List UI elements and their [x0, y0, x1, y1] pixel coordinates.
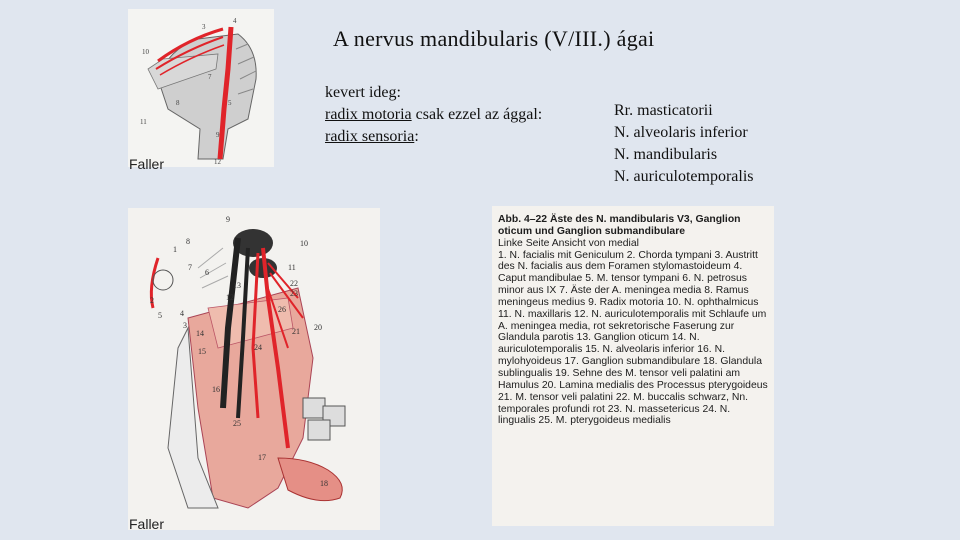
- mixed-nerve-description: [325, 82, 542, 148]
- bottom-anatomy-figure: [128, 208, 380, 530]
- radix-sensoria-label: radix sensoria: [325, 128, 415, 145]
- bottom-figure-label: 17: [258, 453, 266, 462]
- radix-motoria-line: [325, 104, 542, 126]
- bottom-figure-label: 7: [188, 263, 192, 272]
- image-credit-bottom: Faller: [129, 516, 165, 532]
- bottom-figure-label: 21: [292, 327, 300, 336]
- top-figure-label: 11: [140, 118, 147, 126]
- figure-caption: [492, 206, 774, 526]
- top-figure-label: 5: [228, 99, 232, 107]
- caption-body: 1. N. facialis mit Geniculum 2. Chorda tympani 3. Austritt des N. facialis aus dem Foramen stylomastoideum 4. Caput mandibulae 5. M. tensor tympani 6. N. petrosus minor aus IX 7. Äste der A. meningea media 8. Ramus meningeus medius 9. Radix motoria 10. N. ophthalmicus 11. N. maxillaris 12. N. auriculotemporalis mit Schlaufe um A. meningea media, rot sekretorische Faserung zur Glandula parotis 13. Ganglion oticum 14. N. auriculotemporalis 15. N. alveolaris inferior 16. N. mylohyoideus 17. Ganglion submandibulare 18. Glandula sublingualis 19. Sehne des M. tensor veli palatini am Hamulus 20. Lamina medialis des Processus pterygoideus 21. M. tensor veli palatini 22. M. buccalis schwarz, Nn. temporales profundi rot 23. N. massetericus 24. N. lingualis 25. M. pterygoideus medialis: [498, 249, 768, 427]
- branch-item: N. auriculotemporalis: [614, 168, 754, 185]
- image-credit-top: Faller: [129, 156, 165, 172]
- bottom-figure-label: 8: [186, 237, 190, 246]
- bottom-figure-label: 10: [300, 239, 308, 248]
- branch-item: Rr. masticatorii: [614, 102, 713, 119]
- bottom-figure-label: 4: [180, 309, 184, 318]
- branch-item: N. alveolaris inferior: [614, 124, 748, 141]
- bottom-figure-label: 11: [288, 263, 296, 272]
- bottom-figure-label: 22: [290, 279, 298, 288]
- bottom-figure-label: 6: [205, 268, 209, 277]
- top-anatomy-drawing: [128, 9, 274, 167]
- bottom-figure-label: 26: [278, 305, 286, 314]
- radix-sensoria-line: [325, 126, 542, 148]
- bottom-figure-label: 13: [233, 281, 241, 290]
- bottom-figure-label: 14: [196, 329, 204, 338]
- top-figure-label: 9: [216, 131, 220, 139]
- branch-item: N. mandibularis: [614, 146, 718, 163]
- bottom-figure-label: 23: [290, 289, 298, 298]
- top-figure-label: 10: [142, 48, 149, 56]
- top-figure-label: 12: [214, 158, 221, 166]
- top-figure-label: 4: [233, 17, 237, 25]
- top-figure-label: 7: [208, 73, 212, 81]
- bottom-figure-label: 20: [314, 323, 322, 332]
- top-anatomy-figure: [128, 9, 274, 167]
- bottom-figure-label: 15: [198, 347, 206, 356]
- bottom-figure-label: 18: [320, 479, 328, 488]
- bottom-figure-label: 24: [254, 343, 262, 352]
- top-figure-label: 3: [202, 23, 206, 31]
- caption-subheading: Linke Seite Ansicht von medial: [498, 237, 639, 249]
- radix-sensoria-suffix: :: [414, 128, 419, 145]
- branch-list: [614, 100, 754, 188]
- mixed-nerve-line: kevert ideg:: [325, 84, 401, 101]
- caption-heading: Abb. 4–22 Äste des N. mandibularis V3, Ganglion oticum und Ganglion submandibulare: [498, 214, 741, 237]
- radix-motoria-label: radix motoria: [325, 106, 412, 123]
- bottom-figure-label: 5: [158, 311, 162, 320]
- bottom-anatomy-drawing: [128, 208, 380, 530]
- bottom-figure-label: 16: [212, 385, 220, 394]
- bottom-figure-label: 1: [173, 245, 177, 254]
- bottom-figure-label: 25: [233, 419, 241, 428]
- bottom-figure-label: 2: [150, 296, 154, 305]
- slide-title: A nervus mandibularis (V/III.) ágai: [333, 26, 655, 51]
- bottom-figure-label: 3: [183, 321, 187, 330]
- top-figure-label: 8: [176, 99, 180, 107]
- bottom-figure-label: 9: [226, 215, 230, 224]
- bottom-figure-label: 12: [226, 293, 234, 302]
- radix-motoria-suffix: csak ezzel az ággal:: [411, 106, 543, 123]
